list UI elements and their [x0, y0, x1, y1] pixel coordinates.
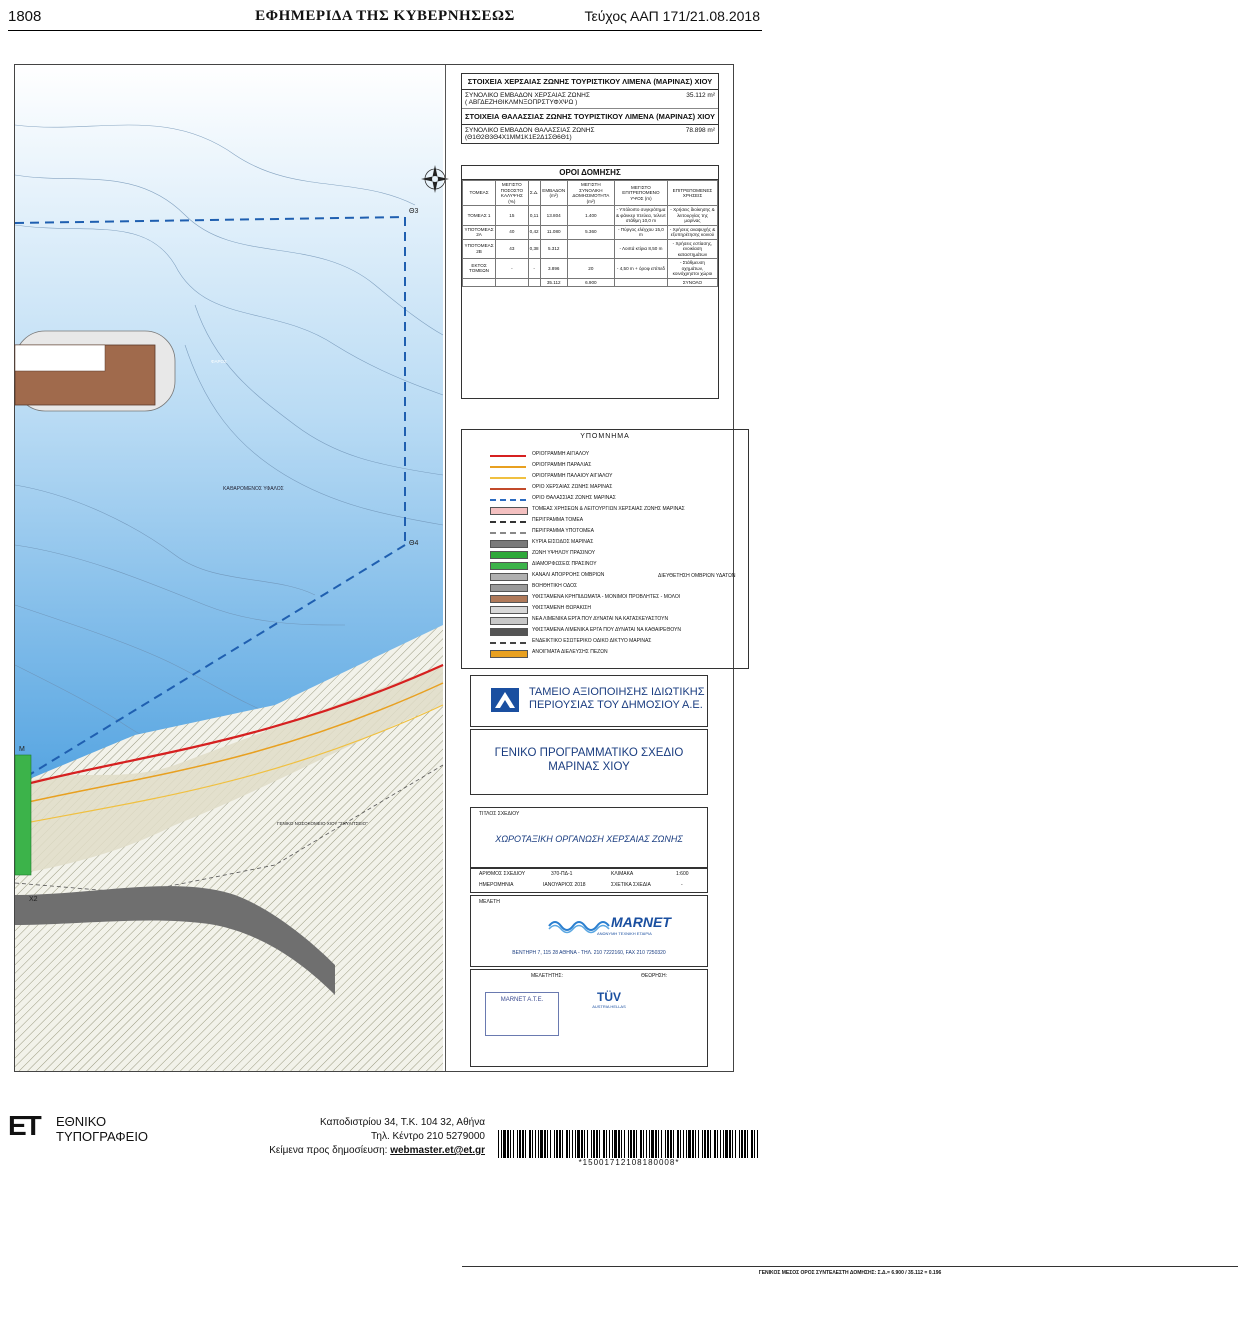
legend-label: ΟΡΙΟ ΘΑΛΑΣΣΙΑΣ ΖΩΝΗΣ ΜΑΡΙΝΑΣ [532, 495, 616, 501]
legend-swatch [490, 606, 528, 614]
map-legend [461, 429, 749, 669]
engineer-label: ΜΕΛΕΤΗΤΗΣ: [531, 973, 563, 979]
table-row [463, 225, 718, 239]
gazette-title: ΕΦΗΜΕΡΙΔΑ ΤΗΣ ΚΥΒΕΡΝΗΣΕΩΣ [255, 8, 515, 24]
table-cell: - Στάθμευση οχημάτων, κοινόχρηστοι χώροι [667, 259, 717, 279]
table-cell: 3.896 [540, 259, 567, 279]
et-logo: ET [8, 1110, 40, 1141]
legend-label: ΠΕΡΙΓΡΑΜΜΑ ΤΟΜΕΑ [532, 517, 584, 523]
table-cell: - Πύργος ελέγχου 15,0 m [614, 225, 667, 239]
legend-label: ΤΟΜΕΑΣ ΧΡΗΣΕΩΝ & ΛΕΙΤΟΥΡΓΙΩΝ ΧΕΡΣΑΙΑΣ ΖΩΝΗΣ ΜΑΡΙΝΑΣ [532, 506, 685, 512]
address-line1: Καποδιστρίου 34, Τ.Κ. 104 32, Αθήνα [320, 1117, 485, 1128]
barcode-bar [572, 1130, 573, 1158]
barcode-bar [606, 1130, 607, 1158]
study-block [470, 895, 708, 967]
point-theta4: Θ4 [409, 540, 419, 547]
address-line3-prefix: Κείμενα προς δημοσίευση: [269, 1145, 391, 1156]
legend-item [462, 450, 742, 460]
barcode-bar [636, 1130, 637, 1158]
site-map [15, 65, 443, 1071]
legend-swatch [490, 488, 526, 490]
scale-label: ΚΛΙΜΑΚΑ [611, 871, 634, 877]
pier-deck [15, 345, 105, 371]
barcode-bar [556, 1130, 558, 1158]
legend-item [462, 461, 742, 471]
barcode-bar [510, 1130, 511, 1158]
legend-item [462, 483, 742, 493]
client-name [529, 686, 705, 712]
legend-swatch [490, 466, 526, 468]
table-cell: - Λοιπά κτίρια 8,50 m [614, 239, 667, 259]
barcode-bar [587, 1130, 588, 1158]
table-cell: - Υπόλοιπο συγκρότημα & φάνκερ πτεύεα, τελευτ στάθμη 10,0 m [616, 207, 666, 223]
table-cell: - Χρήσεις διοίκησης & λειτουργίας της μαρίνας [667, 206, 717, 226]
legend-label: ΥΦΙΣΤΑΜΕΝΗ ΘΩΡΑΚΙΣΗ [532, 605, 592, 611]
barcode-bar [692, 1130, 694, 1158]
land-zone-row [462, 90, 718, 109]
publisher-name-line1: ΕΘΝΙΚΟ [56, 1114, 107, 1129]
related-value: - [681, 882, 683, 888]
barcode-bar [584, 1130, 585, 1158]
barcode-bar [609, 1130, 610, 1158]
study-address: ΒΕΝΤΗΡΗ 7, 115 28 ΑΘΗΝΑ - ΤΗΛ. 210 7222160, FAX 210 7250320 [512, 950, 666, 956]
table-row [463, 239, 718, 259]
legend-label: ΥΦΙΣΤΑΜΕΝΑ ΛΙΜΕΝΙΚΑ ΕΡΓΑ ΠΟΥ ΔΥΝΑΤΑΙ ΝΑ ΚΑΘΑΙΡΕΘΟΥΝ [532, 627, 682, 633]
sea-zone-sub: (Θ1Θ2Θ3Θ4Χ1ΜΜ1Κ1Ε2Δ1ΣΘ6Θ1) [465, 134, 572, 141]
barcode-bar [513, 1130, 514, 1158]
table-cell: 5.360 [567, 225, 614, 239]
barcode-bar [747, 1130, 748, 1158]
legend-swatch [490, 532, 526, 534]
legend-swatch [490, 595, 528, 603]
table-cell [496, 278, 529, 287]
publisher-address [269, 1116, 485, 1158]
table-cell: 11.080 [540, 225, 567, 239]
barcode-bar [720, 1130, 721, 1158]
barcode-bar [751, 1130, 753, 1158]
green-zone [15, 755, 31, 875]
legend-swatch [490, 562, 528, 570]
header-cell: ΕΠΙΤΡΕΠΟΜΕΝΕΣ ΧΡΗΣΕΙΣ [667, 181, 717, 206]
barcode-bar [630, 1130, 632, 1158]
barcode-bar [519, 1130, 521, 1158]
legend-swatch [490, 551, 528, 559]
barcode-bar [698, 1130, 699, 1158]
legend-item [462, 527, 742, 537]
stamp-text: MARNET A.T.E. [500, 997, 544, 1003]
barcode-bar [725, 1130, 728, 1158]
table-cell: ΣΥΝΟΛΟ [667, 278, 717, 287]
legend-swatch [490, 642, 526, 644]
barcode-bar [544, 1130, 546, 1158]
barcode-bar [732, 1130, 733, 1158]
legend-item [462, 604, 742, 614]
barcode-bar [739, 1130, 740, 1158]
barcode-bar [707, 1130, 709, 1158]
barcode-bar [532, 1130, 533, 1158]
header-rule [8, 30, 762, 31]
barcode-bar [614, 1130, 617, 1158]
study-company-sub: ΑΝΩΝΥΜΗ ΤΕΧΝΙΚΗ ΕΤΑΙΡΙΑ [597, 931, 652, 936]
table-cell [463, 278, 496, 287]
barcode-bar [603, 1130, 605, 1158]
scale-value: 1:600 [676, 871, 689, 877]
tuv-sub: AUSTRIA HELLAS [592, 1004, 626, 1009]
barcode-bar [673, 1130, 674, 1158]
taiped-logo-icon [491, 688, 519, 712]
legend-swatch [490, 455, 526, 457]
barcode-bar [596, 1130, 598, 1158]
sea-zone-label: ΣΥΝΟΛΙΚΟ ΕΜΒΑΔΟΝ ΘΑΛΑΣΣΙΑΣ ΖΩΝΗΣ [465, 127, 595, 134]
table-cell: 43 [496, 239, 529, 259]
legend-label: ΠΕΡΙΓΡΑΜΜΑ ΥΠΟΤΟΜΕΑ [532, 528, 594, 534]
sea-zone-value: 78.898 m² [685, 127, 715, 134]
barcode-bar [695, 1130, 696, 1158]
drawing-title-block [470, 807, 708, 869]
header-cell: ΤΟΜΕΑΣ [463, 181, 496, 206]
land-zone-label: ΣΥΝΟΛΙΚΟ ΕΜΒΑΔΟΝ ΧΕΡΣΑΙΑΣ ΖΩΝΗΣ [465, 92, 590, 99]
legend-item [462, 494, 742, 504]
client-block [470, 675, 708, 727]
barcode-bar [729, 1130, 731, 1158]
related-label: ΣΧΕΤΙΚΑ ΣΧΕΔΙΑ [611, 882, 651, 888]
table-cell: - Χρήσεις αναψυχής & εξυπηρέτησης κοινού [667, 225, 717, 239]
table-cell: 5.312 [540, 239, 567, 259]
point-x2: Χ2 [29, 896, 38, 903]
table-cell: 0,11 [528, 206, 540, 226]
legend-item [462, 582, 742, 592]
publisher-name-line2: ΤΥΠΟΓΡΑΦΕΙΟ [56, 1129, 149, 1144]
drawing-number-label: ΑΡΙΘΜΟΣ ΣΧΕΔΙΟΥ [479, 871, 526, 877]
barcode-bar [757, 1130, 758, 1158]
table-cell: 13.804 [540, 206, 567, 226]
map-drawing [15, 65, 443, 1071]
legend-label: ΖΩΝΗ ΥΨΗΛΟΥ ΠΡΑΣΙΝΟΥ [532, 550, 596, 556]
barcode-bar [665, 1130, 666, 1158]
barcode-bar [577, 1130, 580, 1158]
barcode [498, 1130, 760, 1158]
legend-label: ΚΑΝΑΛΙ ΑΠΟΡΡΟΗΣ ΟΜΒΡΙΩΝ [532, 572, 605, 578]
barcode-bar [633, 1130, 635, 1158]
table-cell: ΤΟΜΕΑΣ 1 [463, 206, 496, 226]
point-m: Μ [19, 746, 25, 753]
legend-item [462, 637, 742, 647]
table-cell: 6.900 [567, 278, 614, 287]
legend-swatch [490, 573, 528, 581]
header-cell: ΜΕΓΙΣΤΗ ΣΥΝΟΛΙΚΗ ΔΟΜΗΣΙΜΟΤΗΤΑ (m²) [567, 181, 614, 206]
header-cell: Σ.Δ. [528, 181, 540, 206]
header-cell: ΜΕΓΙΣΤΟ ΠΟΣΟΣΤΟ ΚΑΛΥΨΗΣ (%) [496, 181, 529, 206]
barcode-bar [559, 1130, 561, 1158]
barcode-bar [661, 1130, 662, 1158]
barcode-bar [621, 1130, 622, 1158]
legend-item [462, 626, 742, 636]
client-name-line1: ΤΑΜΕΙΟ ΑΞΙΟΠΟΙΗΣΗΣ ΙΔΙΩΤΙΚΗΣ [529, 686, 705, 698]
plan-title-line1: ΓΕΝΙΚΟ ΠΡΟΓΡΑΜΜΑΤΙΚΟ ΣΧΕΔΙΟ [494, 747, 684, 759]
legend-swatch [490, 540, 528, 548]
barcode-bar [643, 1130, 644, 1158]
barcode-bar [498, 1130, 499, 1158]
drainage-label: ΔΙΕΥΘΕΤΗΣΗ ΟΜΒΡΙΩΝ ΥΔΑΤΩΝ [658, 573, 736, 579]
legend-label: ΝΕΑ ΛΙΜΕΝΙΚΑ ΕΡΓΑ ΠΟΥ ΔΥΝΑΤΑΙ ΝΑ ΚΑΤΑΣΚΕΥΑΣΤΟΥΝ [532, 616, 669, 622]
legend-item [462, 516, 742, 526]
barcode-bar [591, 1130, 592, 1158]
reef-label: ΚΑΘΑΡΟΜΕΝΟΣ ΥΦΑΛΟΣ [223, 486, 284, 492]
client-name-line2: ΠΕΡΙΟΥΣΙΑΣ ΤΟΥ ΔΗΜΟΣΙΟΥ Α.Ε. [529, 699, 703, 711]
table-row [463, 259, 718, 279]
legend-title: ΥΠΟΜΝΗΜΑ [580, 433, 630, 440]
barcode-bar [507, 1130, 509, 1158]
point-theta3: Θ3 [409, 208, 419, 215]
table-cell: ΕΚΤΟΣ ΤΟΜΕΩΝ [463, 259, 496, 279]
legend-swatch [490, 628, 528, 636]
sea-zone-row [462, 125, 718, 143]
page-number: 1808 [8, 8, 42, 25]
table-cell [567, 239, 614, 259]
publisher-name [56, 1114, 148, 1144]
tuv-logo: TÜV [597, 990, 621, 1004]
date-value: ΙΑΝΟΥΑΡΙΟΣ 2018 [543, 882, 586, 888]
study-label: ΜΕΛΕΤΗ [479, 899, 500, 905]
barcode-bar [575, 1130, 576, 1158]
legend-label: ΟΡΙΟΓΡΑΜΜΗ ΠΑΡΑΛΙΑΣ [532, 462, 592, 468]
barcode-bar [612, 1130, 613, 1158]
barcode-bar [677, 1130, 679, 1158]
barcode-bar [658, 1130, 659, 1158]
barcode-bar [628, 1130, 629, 1158]
barcode-bar [688, 1130, 691, 1158]
review-label: ΘΕΩΡΗΣΗ: [641, 973, 667, 979]
table-cell: 0,38 [528, 239, 540, 259]
barcode-bar [501, 1130, 502, 1158]
table-row [463, 206, 718, 226]
barcode-bar [651, 1130, 654, 1158]
barcode-bar [735, 1130, 736, 1158]
barcode-bar [529, 1130, 531, 1158]
legend-swatch [490, 477, 526, 479]
legend-swatch [490, 499, 526, 501]
legend-label: ΕΝΔΕΙΚΤΙΚΟ ΕΣΩΤΕΡΙΚΟ ΟΔΙΚΟ ΔΙΚΤΥΟ ΜΑΡΙΝΑΣ [532, 638, 652, 644]
barcode-bar [704, 1130, 706, 1158]
building-terms-footer: ΓΕΝΙΚΟΣ ΜΕΣΟΣ ΟΡΟΣ ΣΥΝΤΕΛΕΣΤΗ ΔΟΜΗΣΗΣ: Σ.Δ.= 6.900 / 35.112 = 0.196 [462, 1266, 1238, 1340]
barcode-bar [741, 1130, 743, 1158]
study-company: MARNET [611, 914, 671, 930]
drawing-meta [470, 867, 708, 893]
barcode-bar [517, 1130, 518, 1158]
legend-item [462, 549, 742, 559]
barcode-bar [554, 1130, 555, 1158]
legend-label: ΥΦΙΣΤΑΜΕΝΑ ΚΡΗΠΙΔΩΜΑΤΑ - ΜΟΝΙΜΟΙ ΠΡΟΒΛΗΤΕΣ - ΜΟΛΟΙ [532, 594, 681, 600]
marnet-wave-icon [549, 916, 609, 930]
signature-block [470, 969, 708, 1067]
barcode-bar [569, 1130, 570, 1158]
barcode-bar [754, 1130, 755, 1158]
hospital-label: ΓΕΝΙΚΟ ΝΟΣΟΚΟΜΕΙΟ ΧΙΟΥ "ΣΚΥΛΙΤΣΕΙΟ" [277, 821, 368, 826]
legend-item [462, 560, 742, 570]
table-cell: 0,42 [528, 225, 540, 239]
barcode-bar [522, 1130, 524, 1158]
legend-label: ΟΡΙΟ ΧΕΡΣΑΙΑΣ ΖΩΝΗΣ ΜΑΡΙΝΑΣ [532, 484, 613, 490]
issue-number: Τεύχος ΑΑΠ 171/21.08.2018 [584, 8, 760, 24]
barcode-bar [686, 1130, 687, 1158]
barcode-bar [581, 1130, 583, 1158]
barcode-bar [540, 1130, 543, 1158]
email-link[interactable]: webmaster.et@et.gr [390, 1145, 485, 1156]
barcode-bar [599, 1130, 600, 1158]
table-cell: ΥΠΟΤΟΜΕΑΣ 2Α [464, 226, 494, 237]
barcode-bar [535, 1130, 536, 1158]
barcode-bar [744, 1130, 746, 1158]
company-stamp [485, 992, 559, 1036]
page-header [0, 0, 770, 36]
barcode-bar [593, 1130, 595, 1158]
barcode-bar [562, 1130, 563, 1158]
legend-label: ΒΟΗΘΗΤΙΚΗ ΟΔΟΣ [532, 583, 578, 589]
building-terms-grid [462, 180, 718, 287]
date-label: ΗΜΕΡΟΜΗΝΙΑ [479, 882, 514, 888]
barcode-bar [547, 1130, 548, 1158]
legend-label: ΚΥΡΙΑ ΕΙΣΟΔΟΣ ΜΑΡΙΝΑΣ [532, 539, 594, 545]
barcode-bar [702, 1130, 703, 1158]
drawing-number: 370-ΠΔ-1 [551, 871, 573, 877]
plan-title [471, 746, 707, 774]
zone-data-table [461, 73, 719, 144]
table-cell: - Χρήσεις εστίασης, ενοικίαση καταστημάτων [667, 239, 717, 259]
legend-swatch [490, 507, 528, 515]
barcode-bar [723, 1130, 724, 1158]
table-cell: 40 [496, 225, 529, 239]
legend-item [462, 648, 742, 658]
table-cell [614, 278, 667, 287]
legend-label: ΟΡΙΟΓΡΑΜΜΗ ΑΙΓΙΑΛΟΥ [532, 451, 590, 457]
legend-item [462, 615, 742, 625]
barcode-bar [624, 1130, 625, 1158]
legend-swatch [490, 617, 528, 625]
barcode-number: *15001712108180008* [578, 1158, 680, 1167]
legend-swatch [490, 650, 528, 658]
legend-swatch [490, 584, 528, 592]
table-cell: - [496, 259, 529, 279]
table-cell: ΥΠΟΤΟΜΕΑΣ 2Β [463, 239, 496, 259]
barcode-bar [649, 1130, 650, 1158]
barcode-bar [717, 1130, 718, 1158]
tuv-mark [589, 990, 629, 1034]
plan-title-block [470, 729, 708, 795]
header-cell: ΜΕΓΙΣΤΟ ΕΠΙΤΡΕΠΟΜΕΝΟ ΥΨΟΣ (m) [614, 181, 667, 206]
barcode-bar [550, 1130, 551, 1158]
header-cell: ΕΜΒΑΔΟΝ (m²) [540, 181, 567, 206]
barcode-bar [503, 1130, 506, 1158]
barcode-bar [566, 1130, 568, 1158]
legend-item [462, 538, 742, 548]
plan-title-line2: ΜΑΡΙΝΑΣ ΧΙΟΥ [548, 761, 630, 773]
drawing-title-label: ΤΙΤΛΟΣ ΣΧΕΔΙΟΥ [479, 811, 520, 817]
sea-zone-title: ΣΤΟΙΧΕΙΑ ΘΑΛΑΣΣΙΑΣ ΖΩΝΗΣ ΤΟΥΡΙΣΤΙΚΟΥ ΛΙΜΕΝΑ (ΜΑΡΙΝΑΣ) ΧΙΟΥ [462, 109, 718, 125]
legend-label: ΔΙΑΜΟΡΦΩΣΕΙΣ ΠΡΑΣΙΝΟΥ [532, 561, 597, 567]
table-cell: - 4,50 m + όροφ επίπεδ [614, 259, 667, 279]
land-zone-sub: ( ΑΒΓΔΕΖΗΘΙΚΛΜΝΞΟΠΡΣΤΥΦΧΨΩ ) [465, 99, 578, 106]
legend-item [462, 472, 742, 482]
barcode-bar [667, 1130, 669, 1158]
table-cell: 35.112 [540, 278, 567, 287]
address-line2: Τηλ. Κέντρο 210 5279000 [371, 1131, 485, 1142]
legend-swatch [490, 521, 526, 523]
barcode-bar [538, 1130, 539, 1158]
table-cell: - [528, 259, 540, 279]
legend-item [462, 593, 742, 603]
table-row [463, 278, 718, 287]
building-terms-title: ΟΡΟΙ ΔΟΜΗΣΗΣ [462, 166, 718, 180]
barcode-bar [525, 1130, 526, 1158]
barcode-bar [655, 1130, 657, 1158]
barcode-bar [618, 1130, 620, 1158]
page-footer [0, 1100, 770, 1167]
barcode-bar [680, 1130, 681, 1158]
barcode-bar [683, 1130, 684, 1158]
land-zone-value: 35.112 m² [686, 92, 715, 99]
table-cell [528, 278, 540, 287]
barcode-bar [640, 1130, 642, 1158]
barcode-bar [714, 1130, 716, 1158]
legend-item [462, 505, 742, 515]
drawing-title: ΧΩΡΟΤΑΞΙΚΗ ΟΡΓΑΝΩΣΗ ΧΕΡΣΑΙΑΣ ΖΩΝΗΣ [495, 834, 683, 844]
table-cell: 15 [496, 206, 529, 226]
legend-label: ΑΝΟΙΓΜΑΤΑ ΔΙΕΛΕΥΣΗΣ ΠΕΖΩΝ [532, 649, 608, 655]
table-cell: 20 [567, 259, 614, 279]
barcode-bar [670, 1130, 672, 1158]
barcode-bar [710, 1130, 711, 1158]
table-cell: 1.400 [567, 206, 614, 226]
barcode-bar [646, 1130, 647, 1158]
table-header-row [463, 181, 718, 206]
land-zone-title: ΣΤΟΙΧΕΙΑ ΧΕΡΣΑΙΑΣ ΖΩΝΗΣ ΤΟΥΡΙΣΤΙΚΟΥ ΛΙΜΕΝΑ (ΜΑΡΙΝΑΣ) ΧΙΟΥ [462, 74, 718, 90]
faros-label: ΦΑΡΟΣ [211, 359, 227, 364]
legend-label: ΟΡΙΟΓΡΑΜΜΗ ΠΑΛΑΙΟΥ ΑΙΓΙΑΛΟΥ [532, 473, 613, 479]
